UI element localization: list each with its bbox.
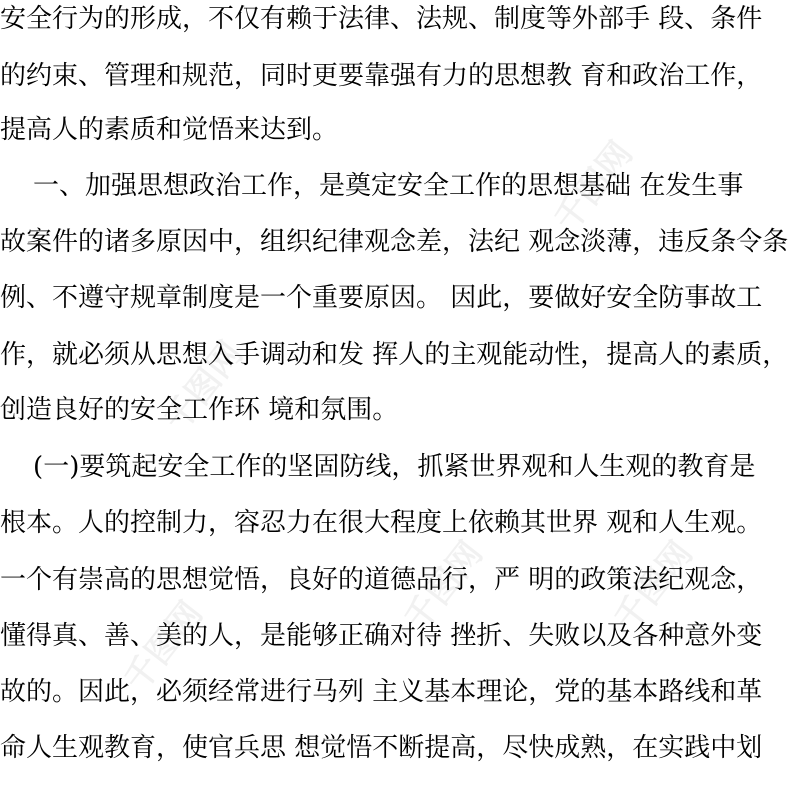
text-line-4: 一、加强思想政治工作，是奠定安全工作的思想基础 在发生事 xyxy=(0,171,744,201)
text-line-3: 提高人的素质和觉悟来达到。 xyxy=(0,115,339,145)
text-line-1: 安全行为的形成，不仅有赖于法律、法规、制度等外部手 段、条件 xyxy=(0,4,763,34)
watermark: 千图网 xyxy=(606,534,701,640)
text-line-9: (一)要筑起安全工作的坚固防线，抓紧世界观和人生观的教育是 xyxy=(0,452,756,482)
text-line-5: 故案件的诸多原因中，组织纪律观念差，法纪 观念淡薄，违反条令条 xyxy=(0,227,789,257)
watermark: 千图网 xyxy=(546,134,641,240)
text-line-6: 例、不遵守规章制度是一个重要原因。 因此，要做好安全防事故工 xyxy=(0,283,763,313)
text-line-11: 一个有崇高的思想觉悟，良好的道德品行，严 明的政策法纪观念， xyxy=(0,565,763,595)
text-line-14: 命人生观教育，使官兵思 想觉悟不断提高，尽快成熟，在实践中划 xyxy=(0,733,763,763)
text-line-7: 作，就必须从思想入手调动和发 挥人的主观能动性，提高人的素质， xyxy=(0,340,789,370)
text-line-13: 故的。因此，必须经常进行马列 主义基本理论，党的基本路线和革 xyxy=(0,677,763,707)
watermark: 千图网 xyxy=(116,594,211,700)
text-line-2: 的约束、管理和规范，同时更要靠强有力的思想教 育和政治工作， xyxy=(0,61,763,91)
text-line-8: 创造良好的安全工作环 境和氛围。 xyxy=(0,395,399,425)
text-line-12: 懂得真、善、美的人，是能够正确对待 挫折、失败以及各种意外变 xyxy=(0,621,763,651)
watermark: 千图网 xyxy=(396,534,491,640)
watermark: 千图网 xyxy=(156,334,251,440)
text-line-10: 根本。人的控制力，容忍力在很大程度上依赖其世界 观和人生观。 xyxy=(0,508,763,538)
